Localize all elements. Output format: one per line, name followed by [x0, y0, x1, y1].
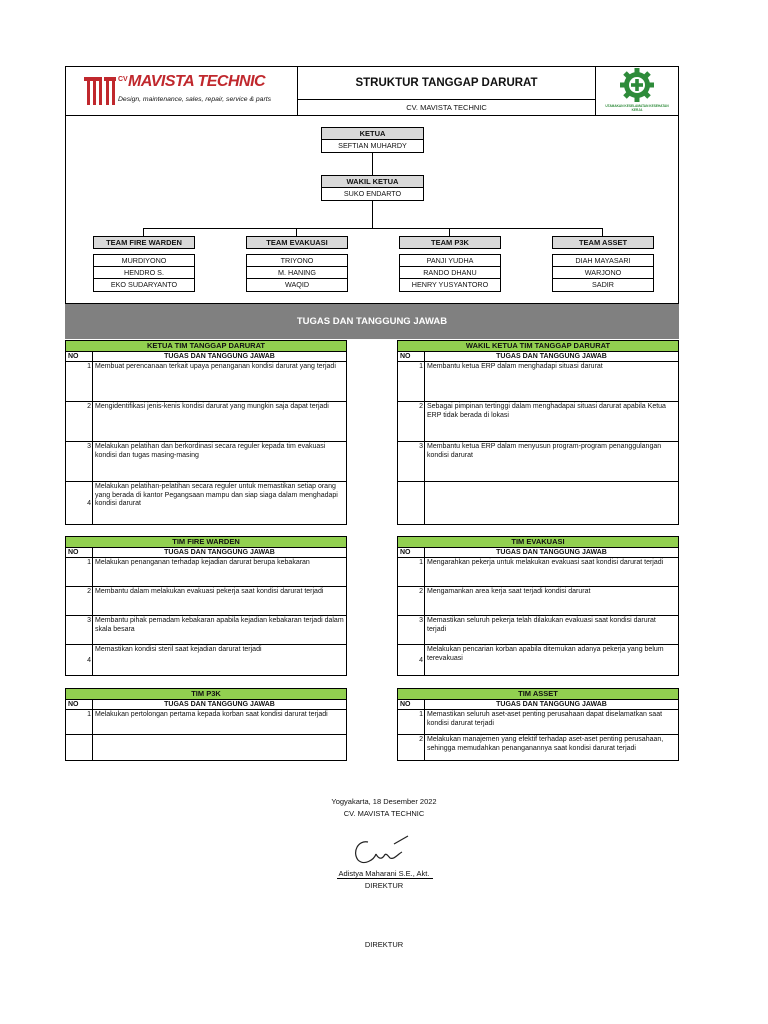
- team-p3k-title: TEAM P3K: [399, 236, 501, 249]
- table-row: 1 Membantu ketua ERP dalam menghadapi situasi darurat: [398, 362, 678, 402]
- table-title: TIM EVAKUASI: [398, 537, 678, 548]
- col-task: TUGAS DAN TANGGUNG JAWAB: [164, 353, 275, 360]
- team-asset-title: TEAM ASSET: [552, 236, 654, 249]
- team-fire-warden-members: [93, 254, 195, 292]
- table-column-header: [66, 352, 346, 362]
- member: HENRY YUSYANTORO: [411, 280, 489, 289]
- table-column-header: NO TUGAS DAN TANGGUNG JAWAB: [398, 548, 678, 558]
- signatory-name: Adistya Maharani S.E., Akt.: [338, 869, 430, 878]
- table-asset: [397, 688, 679, 761]
- ketua-title: KETUA: [322, 128, 423, 140]
- table-ketua: [65, 340, 347, 525]
- table-wakil: [397, 340, 679, 525]
- table-p3k: [65, 688, 347, 761]
- ketua-name: SEFTIAN MUHARDY: [338, 141, 407, 150]
- table-title: KETUA TIM TANGGAP DARURAT: [66, 341, 346, 352]
- signatory-underline: [337, 878, 433, 879]
- table-title: WAKIL KETUA TIM TANGGAP DARURAT: [398, 341, 678, 352]
- table-row: 1 Melakukan penanganan terhadap kejadian darurat berupa kebakaran: [66, 558, 346, 587]
- org-chart: [65, 116, 679, 304]
- member: EKO SUDARYANTO: [110, 280, 178, 289]
- table-title: TIM P3K: [66, 689, 346, 700]
- table-fire-warden: [65, 536, 347, 676]
- member: M. HANING: [247, 267, 347, 279]
- table-row: 2 Mengamankan area kerja saat terjadi kondisi darurat: [398, 587, 678, 616]
- team-evakuasi-title: TEAM EVAKUASI: [246, 236, 348, 249]
- member: TRIYONO: [247, 255, 347, 267]
- signatory-role: DIREKTUR: [364, 881, 404, 890]
- member: MURDIYONO: [94, 255, 194, 267]
- k3-caption: UTAMAKAN KESELAMATAN KESEHATAN KERJA: [605, 104, 669, 112]
- table-row: 1 Membuat perencanaan terkait upaya penanganan kondisi darurat yang terjadi: [66, 362, 346, 402]
- k3-logo: [596, 67, 678, 115]
- table-row: 3 Memastikan seluruh pekerja telah dilakukan evakuasi saat kondisi darurat terjadi: [398, 616, 678, 645]
- member: DIAH MAYASARI: [553, 255, 653, 267]
- member: SADIR: [592, 280, 614, 289]
- table-row: 1 Mengarahkan pekerja untuk melakukan evakuasi saat kondisi darurat terjadi: [398, 558, 678, 587]
- table-row: 4 Melakukan pelatihan-pelatihan secara reguler untuk memastikan setiap orang yang berada di kantor Pegangsaan mampu dan siap siaga dalam menghadapi kondisi darurat: [66, 482, 346, 524]
- member: PANJI YUDHA: [400, 255, 500, 267]
- table-row: 1 Memastikan seluruh aset-aset penting perusahaan dapat diselamatkan saat kondisi darurat terjadi: [398, 710, 678, 735]
- table-evakuasi: [397, 536, 679, 676]
- section-title-bar: TUGAS DAN TANGGUNG JAWAB: [65, 304, 679, 339]
- member: WAQID: [284, 280, 310, 289]
- col-no: NO: [66, 352, 93, 361]
- title-block: [298, 67, 596, 115]
- table-row: 4 Melakukan pencarian korban apabila ditemukan adanya pekerja yang belum terevakuasi: [398, 645, 678, 675]
- document-subtitle: CV. MAVISTA TECHNIC: [406, 103, 487, 112]
- table-column-header: NO TUGAS DAN TANGGUNG JAWAB: [66, 700, 346, 710]
- wakil-name: SUKO ENDARTO: [343, 189, 402, 198]
- signature-place-date: Yogyakarta, 18 Desember 2022: [331, 797, 437, 806]
- logo-name: MAVISTA TECHNIC: [128, 73, 266, 90]
- table-row: 2 Mengidentifikasi jenis-kenis kondisi darurat yang mungkin saja dapat terjadi: [66, 402, 346, 442]
- table-row: 3 Membantu pihak pemadam kebakaran apabila kejadian kebakaran terjadi dalam skala besara: [66, 616, 346, 645]
- signature-company: CV. MAVISTA TECHNIC: [343, 809, 425, 818]
- wakil-box: [321, 175, 424, 201]
- table-row: 3 Membantu ketua ERP dalam menyusun program-program penanggulangan kondisi darurat: [398, 442, 678, 482]
- table-column-header: NO TUGAS DAN TANGGUNG JAWAB: [398, 352, 678, 362]
- wakil-title: WAKIL KETUA: [322, 176, 423, 188]
- team-p3k-members: [399, 254, 501, 292]
- table-title: TIM ASSET: [398, 689, 678, 700]
- table-column-header: NO TUGAS DAN TANGGUNG JAWAB: [398, 700, 678, 710]
- table-row: 2 Sebagai pimpinan tertinggi dalam menghadapai situasi darurat apabila Ketua ERP tidak berada di lokasi: [398, 402, 678, 442]
- logo-cv: CV: [118, 76, 128, 83]
- ketua-box: [321, 127, 424, 153]
- table-row: 1 Melakukan pertolongan pertama kepada korban saat kondisi darurat terjadi: [66, 710, 346, 735]
- member: HENDRO S.: [94, 267, 194, 279]
- member: RANDO DHANU: [400, 267, 500, 279]
- company-logo: [66, 67, 298, 115]
- table-row: 2 Membantu dalam melakukan evakuasi pekerja saat kondisi darurat terjadi: [66, 587, 346, 616]
- table-row: 2 Melakukan manajemen yang efektif terhadap aset-aset penting perusahaan, sehingga memudahkan penanganannya saat kondisi darurat terjadi: [398, 735, 678, 760]
- handwritten-signature: [348, 830, 418, 870]
- team-asset-members: [552, 254, 654, 292]
- table-column-header: NO TUGAS DAN TANGGUNG JAWAB: [66, 548, 346, 558]
- footer-role: DIREKTUR: [364, 940, 404, 949]
- team-evakuasi-members: [246, 254, 348, 292]
- logo-tagline: Design, maintenance, sales, repair, service & parts: [118, 96, 272, 103]
- member: WARJONO: [553, 267, 653, 279]
- document-header: [65, 66, 679, 116]
- table-row: [66, 735, 346, 760]
- document-title: STRUKTUR TANGGAP DARURAT: [298, 67, 595, 100]
- table-row: 4 Memastikan kondisi steril saat kejadian darurat terjadi: [66, 645, 346, 675]
- table-title: TIM FIRE WARDEN: [66, 537, 346, 548]
- team-fire-warden-title: TEAM FIRE WARDEN: [93, 236, 195, 249]
- table-row: [398, 482, 678, 524]
- table-row: 3 Melakukan pelatihan dan berkordinasi secara reguler kepada tim evakuasi kondisi dan tugas masing-masing: [66, 442, 346, 482]
